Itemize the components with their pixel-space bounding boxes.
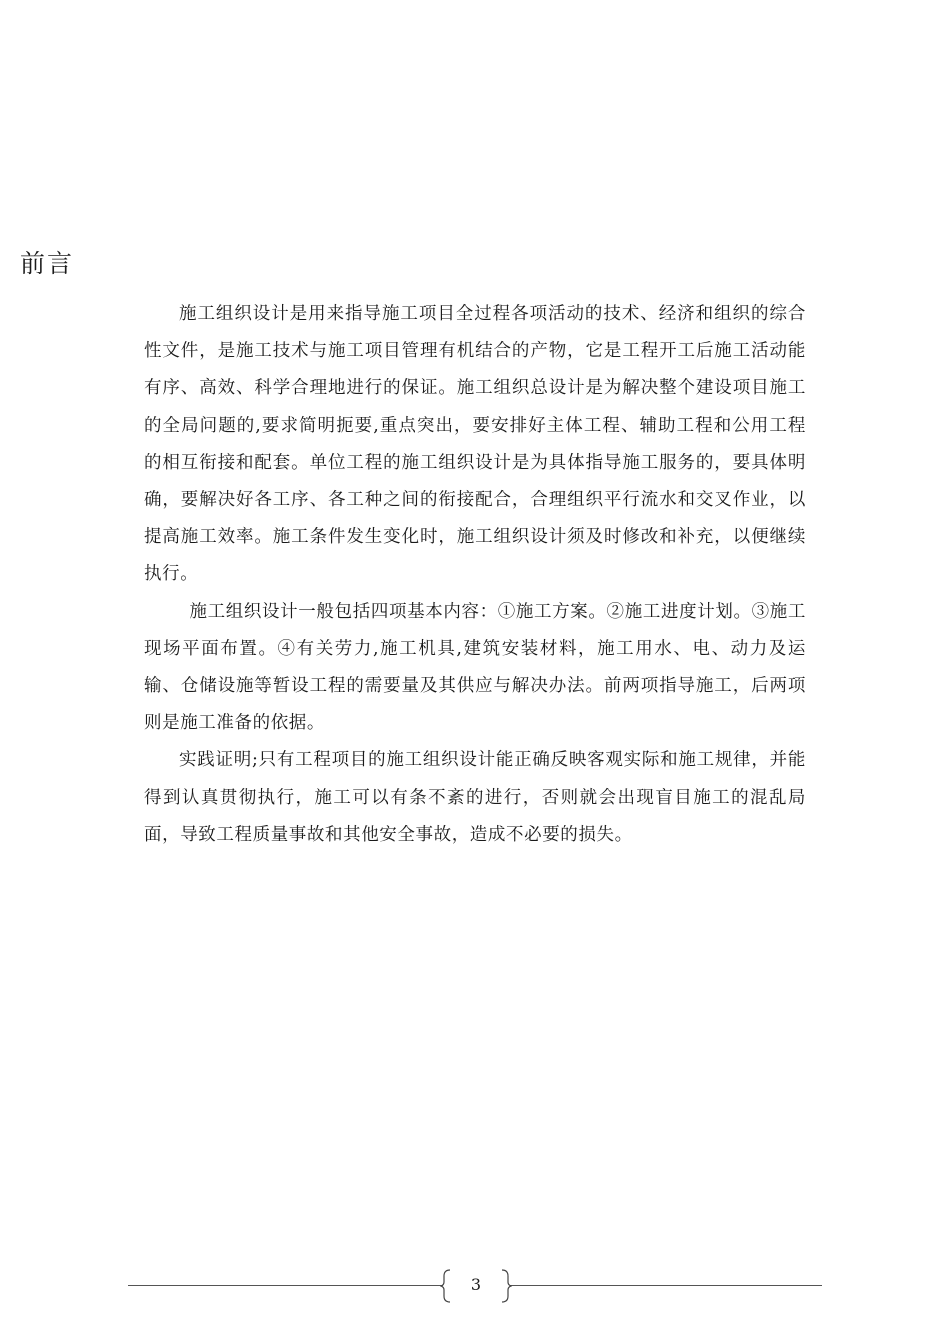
footer-rule-right	[510, 1285, 822, 1286]
paragraph-3: 实践证明;只有工程项目的施工组织设计能正确反映客观实际和施工规律，并能得到认真贯彻执行，施工可以有条不紊的进行，否则就会出现盲目施工的混乱局面，导致工程质量事故和其他安全事故，造成不必要的损失。	[144, 750, 806, 845]
footer-rule-left	[128, 1285, 443, 1286]
body-text	[144, 296, 806, 854]
page-title: 前言	[20, 249, 75, 278]
paragraph-2: 施工组织设计一般包括四项基本内容：①施工方案。②施工进度计划。③施工现场平面布置。④有关劳力,施工机具,建筑安装材料，施工用水、电、动力及运输、仓储设施等暂设工程的需要量及其供应与解决办法。前两项指导施工，后两项则是施工准备的依据。	[144, 601, 806, 734]
paragraph-1: 施工组织设计是用来指导施工项目全过程各项活动的技术、经济和组织的综合性文件，是施工技术与施工项目管理有机结合的产物，它是工程开工后施工活动能有序、高效、科学合理地进行的保证。施工组织总设计是为解决整个建设项目施工的全局问题的,要求简明扼要,重点突出，要安排好主体工程、辅助工程和公用工程的相互衔接和配套。单位工程的施工组织设计是为具体指导施工服务的，要具体明确，要解决好各工序、各工种之间的衔接配合，合理组织平行流水和交叉作业，以提高施工效率。施工条件发生变化时，施工组织设计须及时修改和补充，以便继续执行。	[144, 304, 806, 585]
page-number: 3	[470, 1275, 482, 1294]
page-number-box	[440, 1268, 512, 1304]
